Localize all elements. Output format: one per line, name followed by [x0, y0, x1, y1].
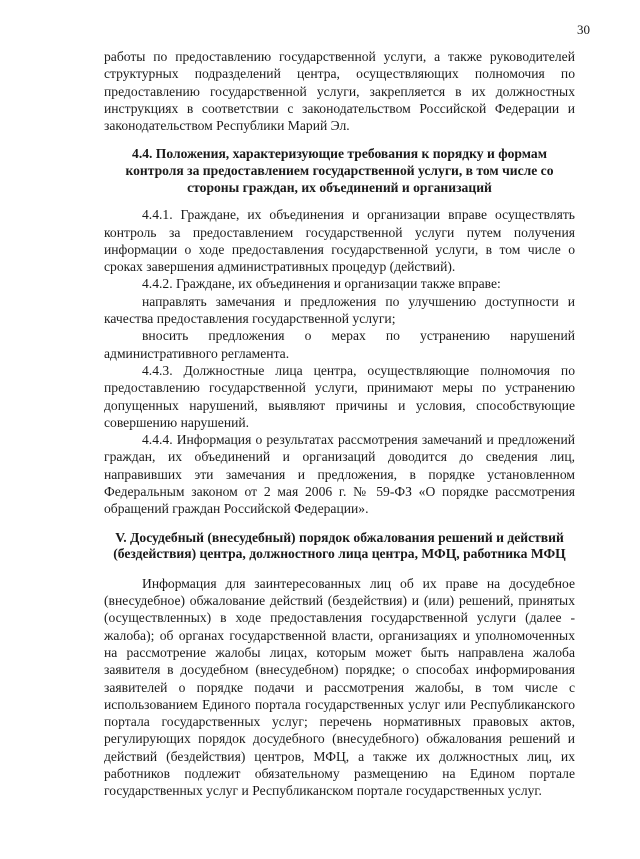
paragraph: 4.4.3. Должностные лица центра, осуществляющие полномочия по предоставлению государственной услуги, принимают меры по устранению допущенных нарушений, выявляют причины и условия, способствующие совершению нарушений.	[104, 362, 575, 430]
paragraph: Информация для заинтересованных лиц об их праве на досудебное (внесудебное) обжалование действий (бездействия) и (или) решений, принятых (осуществленных) в ходе предоставления государственной услуги (далее - жалоба); об органах государственной власти, организациях и уполномоченных на рассмотрение жалобы лицах, которым может быть направлена жалоба заявителя в досудебном (внесудебном) порядке; о способах информирования заявителей о порядке подачи и рассмотрения жалобы, в том числе с использованием Единого портала государственных услуг или Республиканского портала государственных услуг; перечень нормативных правовых актов, регулирующих порядок досудебного (внесудебного) обжалования решений и действий (бездействия) центров, МФЦ, а также их должностных лиц, их работников подлежит обязательному размещению на Едином портале государственных услуг и Республиканском портале государственных услуг.	[104, 575, 575, 799]
paragraph: 4.4.1. Граждане, их объединения и организации вправе осуществлять контроль за предоставлением государственной услуги путем получения информации о ходе предоставления государственной услуги, в том числе о сроках завершения административных процедур (действий).	[104, 207, 575, 275]
section-heading-4-4: 4.4. Положения, характеризующие требования к порядку и формам контроля за предоставлением государственной услуги, в том числе со стороны граждан, их объединений и организаций	[125, 146, 554, 195]
paragraph: направлять замечания и предложения по улучшению доступности и качества предоставления государственной услуги;	[104, 293, 575, 327]
page-number: 30	[577, 22, 590, 37]
paragraph: вносить предложения о мерах по устранению нарушений административного регламента.	[104, 328, 575, 361]
paragraph: 4.4.2. Граждане, их объединения и организации также вправе:	[142, 276, 501, 292]
section-heading-v: V. Досудебный (внесудебный) порядок обжалования решений и действий (бездействия) центра, должностного лица центра, МФЦ, работника МФЦ	[113, 529, 566, 562]
paragraph: работы по предоставлению государственной услуги, а также руководителей структурных подразделений центра, осуществляющих полномочия по предоставлению государственной услуги, закрепляется в их должностных инструкциях в соответствии с законодательством Российской Федерации и законодательством Республики Марий Эл.	[104, 49, 575, 134]
paragraph: 4.4.4. Информация о результатах рассмотрения замечаний и предложений граждан, их объединений и организаций доводится до сведения лиц, направивших эти замечания и предложения, в порядке установленном Федеральным законом от 2 мая 2006 г. № 59-ФЗ «О порядке рассмотрения обращений граждан Российской Федерации».	[104, 432, 575, 517]
document-body	[104, 48, 575, 800]
